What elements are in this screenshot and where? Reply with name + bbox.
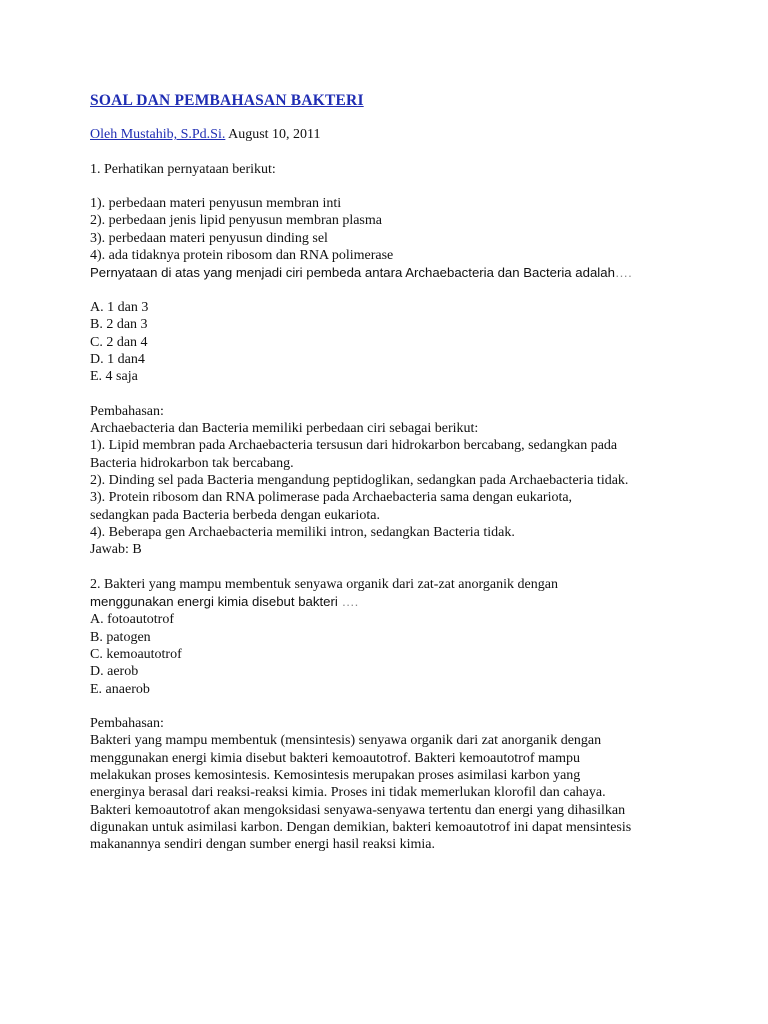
q2-discussion-line: menggunakan energi kimia disebut bakteri kemoautotrof. Bakteri kemoautotrof mampu bbox=[90, 750, 580, 766]
q1-discussion-line: Bacteria hidrokarbon tak bercabang. bbox=[90, 455, 294, 471]
q1-option-b: B. 2 dan 3 bbox=[90, 317, 148, 333]
q1-discussion-label: Pembahasan: bbox=[90, 403, 164, 419]
q2-option-a: A. fotoautotrof bbox=[90, 612, 174, 628]
author-link[interactable]: Oleh Mustahib, S.Pd.Si. bbox=[90, 127, 226, 143]
q2-discussion-line: Bakteri yang mampu membentuk (mensintesis) senyawa organik dari zat anorganik dengan bbox=[90, 733, 602, 749]
q1-option-e: E. 4 saja bbox=[90, 369, 138, 385]
q2-question-line bbox=[90, 593, 750, 611]
q1-discussion-line: Archaebacteria dan Bacteria memiliki perbedaan ciri sebagai berikut: bbox=[90, 421, 479, 437]
q1-option-a: A. 1 dan 3 bbox=[90, 299, 149, 315]
q1-option-c: C. 2 dan 4 bbox=[90, 334, 148, 350]
q1-answer: Jawab: B bbox=[90, 542, 142, 558]
q1-question bbox=[90, 264, 750, 281]
q1-discussion-line: 4). Beberapa gen Archaebacteria memiliki intron, sedangkan Bacteria tidak. bbox=[90, 524, 515, 540]
q2-discussion-label: Pembahasan: bbox=[90, 716, 164, 732]
q1-question-text: Pernyataan di atas yang menjadi ciri pembeda antara Archaebacteria dan Bacteria adalah bbox=[90, 265, 615, 281]
q2-question-line: 2. Bakteri yang mampu membentuk senyawa organik dari zat-zat anorganik dengan bbox=[90, 576, 558, 592]
q2-discussion-line: digunakan untuk asimilasi karbon. Dengan demikian, bakteri kemoautotrof ini dapat mensintesis bbox=[90, 819, 632, 835]
page-title[interactable]: SOAL DAN PEMBAHASAN BAKTERI bbox=[90, 92, 364, 109]
q2-option-e: E. anaerob bbox=[90, 681, 150, 697]
q1-question-dots: …. bbox=[614, 265, 632, 281]
q2-discussion-line: Bakteri kemoautotrof akan mengoksidasi senyawa-senyawa tertentu dan energi yang dihasilkan bbox=[90, 802, 626, 818]
q1-statement: 3). perbedaan materi penyusun dinding sel bbox=[90, 230, 328, 246]
q1-discussion-line: 2). Dinding sel pada Bacteria mengandung peptidoglikan, sedangkan pada Archaebacteria tidak. bbox=[90, 472, 629, 488]
document-page bbox=[90, 92, 750, 853]
q2-discussion-line: makanannya sendiri dengan sumber energi hasil reaksi kimia. bbox=[90, 837, 435, 853]
q1-statement: 1). perbedaan materi penyusun membran inti bbox=[90, 196, 342, 212]
q2-discussion-line: energinya berasal dari reaksi-reaksi kimia. Proses ini tidak memerlukan klorofil dan cahaya. bbox=[90, 785, 606, 801]
q2-option-c: C. kemoautotrof bbox=[90, 646, 182, 662]
q1-option-d: D. 1 dan4 bbox=[90, 351, 145, 367]
q2-question-dots: …. bbox=[341, 594, 359, 610]
q1-discussion-line: 1). Lipid membran pada Archaebacteria tersusun dari hidrokarbon bercabang, sedangkan pada bbox=[90, 438, 618, 454]
q1-statement: 4). ada tidaknya protein ribosom dan RNA polimerase bbox=[90, 248, 394, 264]
q2-option-d: D. aerob bbox=[90, 664, 139, 680]
q1-prompt: 1. Perhatikan pernyataan berikut: bbox=[90, 161, 276, 177]
q1-discussion-line: 3). Protein ribosom dan RNA polimerase pada Archaebacteria sama dengan eukariota, bbox=[90, 490, 573, 506]
q2-discussion-line: melakukan proses kemosintesis. Kemosintesis merupakan proses asimilasi karbon yang bbox=[90, 767, 581, 783]
q1-discussion-line: sedangkan pada Bacteria berbeda dengan eukariota. bbox=[90, 507, 380, 523]
byline bbox=[90, 126, 750, 143]
q2-option-b: B. patogen bbox=[90, 629, 151, 645]
question-1 bbox=[90, 161, 750, 559]
q1-statement: 2). perbedaan jenis lipid penyusun membran plasma bbox=[90, 213, 382, 229]
question-2 bbox=[90, 576, 750, 854]
q2-question-text: menggunakan energi kimia disebut bakteri bbox=[90, 594, 342, 610]
post-date: August 10, 2011 bbox=[225, 127, 321, 143]
